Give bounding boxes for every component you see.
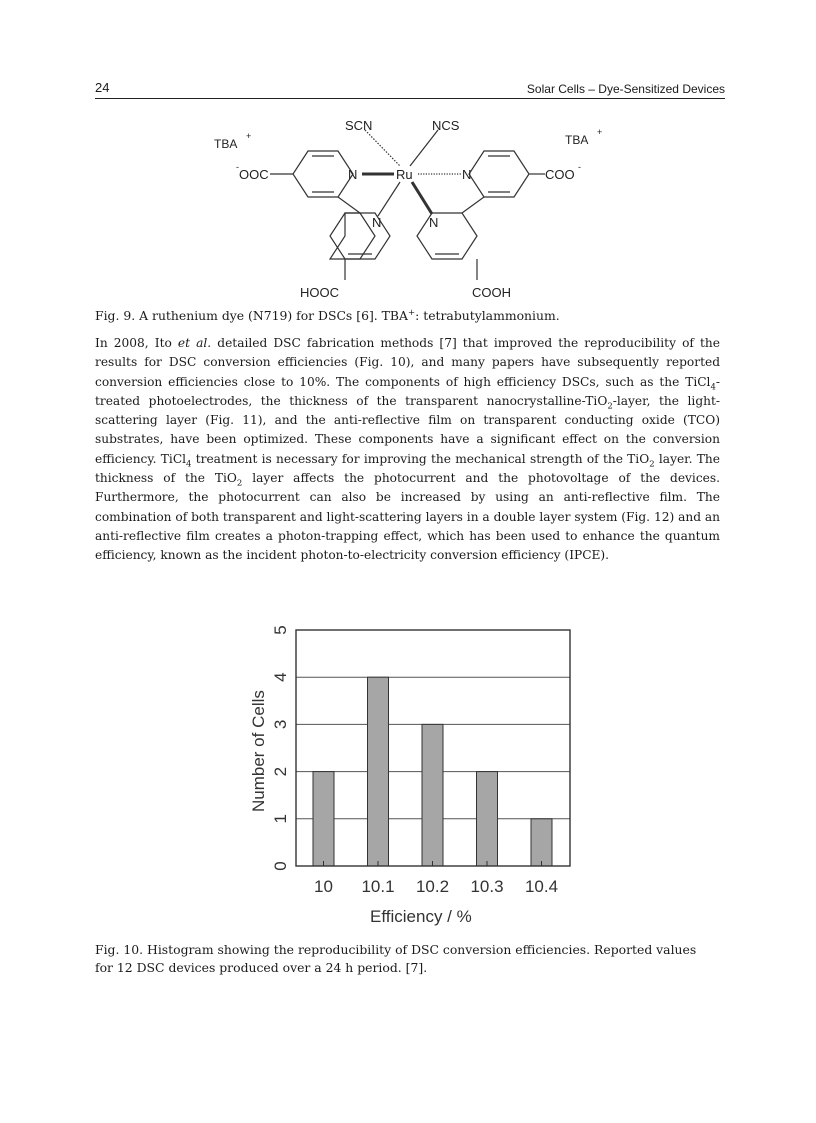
y-tick-label: 2 xyxy=(271,766,290,777)
label-coo-charge: - xyxy=(578,162,581,172)
label-coo: COO xyxy=(545,167,575,182)
histogram-bar xyxy=(531,819,552,866)
x-tick-label: 10.3 xyxy=(470,877,504,896)
label-tba-left-charge: + xyxy=(246,131,252,141)
label-ooc-charge: - xyxy=(236,162,239,172)
page-number: 24 xyxy=(95,80,110,95)
y-tick-label: 3 xyxy=(271,719,290,730)
figure-10-caption: Fig. 10. Histogram showing the reproducibility of DSC conversion efficiencies. Reported values for 12 DSC devices produced over a 24 h period. [7]. xyxy=(95,942,697,975)
label-n-lower-right: N xyxy=(429,215,439,230)
label-tba-right: TBA xyxy=(565,133,589,147)
ncs-bond xyxy=(410,130,438,166)
ru-n-wedge-lower-right xyxy=(412,182,432,214)
x-tick-label: 10.1 xyxy=(361,877,395,896)
y-axis-label: Number of Cells xyxy=(249,690,268,812)
label-n-right: N xyxy=(462,167,472,182)
y-tick-label: 4 xyxy=(271,672,290,682)
ru-n-bond-lower-left xyxy=(378,182,400,216)
label-tba-left: TBA xyxy=(214,137,238,151)
scn-bond xyxy=(365,130,400,166)
histogram-bar xyxy=(422,724,443,866)
histogram-bar xyxy=(368,677,389,866)
label-ru: Ru xyxy=(396,167,413,182)
label-tba-right-charge: + xyxy=(597,127,603,137)
y-tick-label: 5 xyxy=(271,625,290,635)
y-tick-label: 1 xyxy=(271,814,290,824)
y-tick-label: 0 xyxy=(271,861,290,871)
pyridine-ring-right-bottom xyxy=(417,213,477,259)
x-tick-label: 10.4 xyxy=(524,877,559,896)
n719-structure-diagram xyxy=(200,108,620,308)
label-hooc: HOOC xyxy=(300,285,339,300)
figure-9-caption: Fig. 9. A ruthenium dye (N719) for DSCs [6]. TBA+: tetrabutylammonium. xyxy=(95,307,560,323)
pyridine-ring-left-bottom xyxy=(330,213,375,259)
histogram-bar xyxy=(477,772,498,866)
body-paragraph: In 2008, Ito et al. detailed DSC fabrication methods [7] that improved the reproducibility of the results for DSC conversion efficiencies (Fig. 10), and many papers have subsequently reported conversion efficiencies close to 10%. The components of high efficiency DSCs, such as the TiCl$_4$-treated photoelectrodes, the thickness of the transparent nanocrystalline-TiO$_2$-layer, the light-scattering layer (Fig. 11), and the anti-reflective film on transparent conducting oxide (TCO) substrates, have been optimized. These components have a significant effect on the conversion efficiency. TiCl$_4$ treatment is necessary for improving the mechanical strength of the TiO$_2$ layer. The thickness of the TiO$_2$ layer affects the photocurrent and the photovoltage of the devices. Furthermore, the photocurrent can also be increased by using an anti-reflective film. The combination of both transparent and light-scattering layers in a double layer system (Fig. 12) and an anti-reflective film creates a photon-trapping effect, which has been used to enhance the quantum efficiency, known as the incident photon-to-electricity conversion efficiency (IPCE). xyxy=(95,336,720,563)
histogram-bar xyxy=(313,772,334,866)
label-ncs: NCS xyxy=(432,118,460,133)
label-n-left: N xyxy=(348,167,358,182)
efficiency-histogram xyxy=(230,612,600,932)
label-scn: SCN xyxy=(345,118,373,133)
x-tick-label: 10.2 xyxy=(415,877,450,896)
page-header xyxy=(95,80,725,99)
pyridine-ring-right-top xyxy=(469,151,529,197)
label-cooh: COOH xyxy=(472,285,511,300)
pyridine-ring-left-top xyxy=(293,151,353,197)
x-tick-label: 10 xyxy=(314,877,333,896)
label-n-lower-left: N xyxy=(372,215,382,230)
x-axis-label: Efficiency / % xyxy=(370,907,472,926)
label-ooc: OOC xyxy=(239,167,269,182)
running-title: Solar Cells – Dye-Sensitized Devices xyxy=(526,82,725,96)
